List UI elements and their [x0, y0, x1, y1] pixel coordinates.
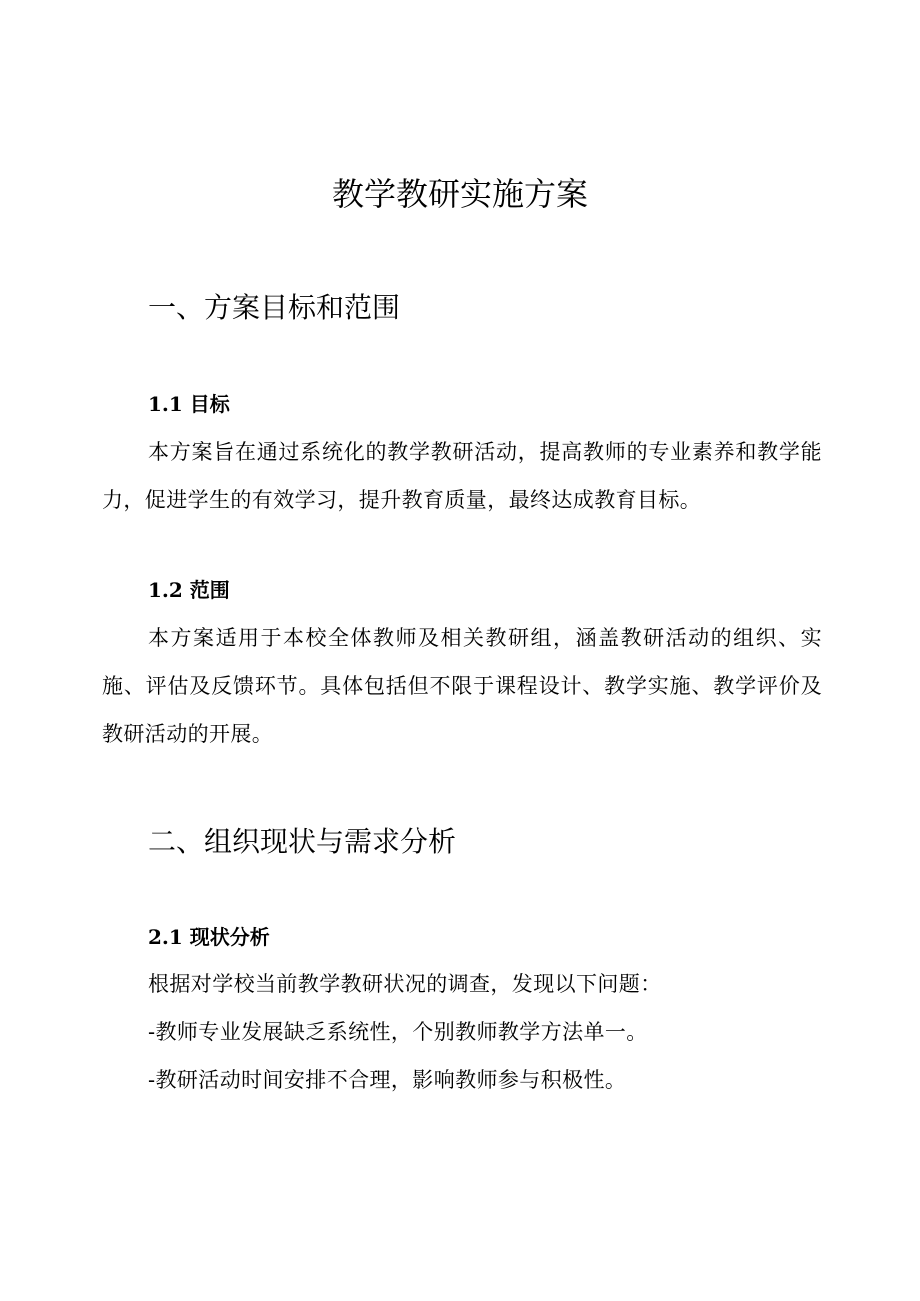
subsection-heading-2-1: 2.1 现状分析 — [148, 925, 270, 949]
list-item: -教研活动时间安排不合理，影响教师参与积极性。 — [148, 1068, 627, 1092]
subsection-heading-1-1: 1.1 目标 — [148, 392, 230, 416]
analysis-intro: 根据对学校当前教学教研状况的调查，发现以下问题： — [148, 972, 662, 996]
paragraph-goal: 本方案旨在通过系统化的教学教研活动，提高教师的专业素养和教学能力，促进学生的有效学习，提升教育质量，最终达成教育目标。 — [102, 440, 822, 512]
list-item: -教师专业发展缺乏系统性，个别教师教学方法单一。 — [148, 1020, 648, 1044]
subsection-heading-1-2: 1.2 范围 — [148, 578, 230, 602]
section-heading-2: 二、组织现状与需求分析 — [148, 825, 457, 858]
paragraph-scope: 本方案适用于本校全体教师及相关教研组，涵盖教研活动的组织、实施、评估及反馈环节。具体包括但不限于课程设计、教学实施、教学评价及教研活动的开展。 — [102, 626, 822, 746]
section-heading-1: 一、方案目标和范围 — [148, 291, 401, 324]
document-title: 教学教研实施方案 — [331, 175, 588, 213]
